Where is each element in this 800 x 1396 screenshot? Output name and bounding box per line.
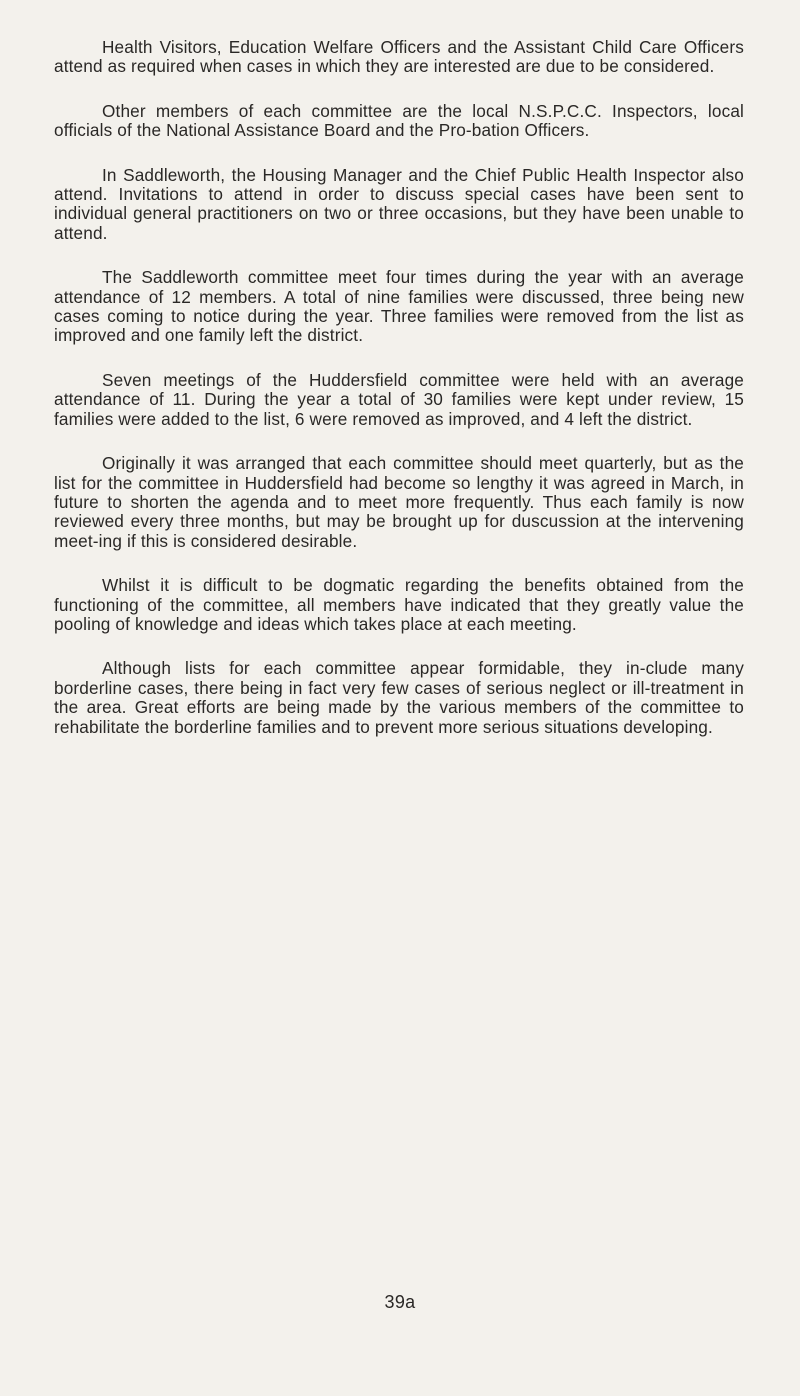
page-number: 39a: [384, 1292, 416, 1312]
paragraph-meeting-frequency: Originally it was arranged that each committee should meet quarterly, but as the list for the committee in Huddersfield had become so lengthy it was agreed in March, in future to shorten the agenda and to meet more frequently. Thus each family is now reviewed every three months, but may be brought up for duscussion at the intervening meet-ing if this is considered desirable.: [54, 453, 744, 551]
paragraph-huddersfield-committee: Seven meetings of the Huddersfield committee were held with an average attendance of 11. During the year a total of 30 families were kept under review, 15 families were added to the list, 6 were removed as improved, and 4 left the district.: [54, 369, 744, 429]
paragraph-saddleworth-attendance: In Saddleworth, the Housing Manager and the Chief Public Health Inspector also attend. Invitations to attend in order to discuss special cases have been sent to individual general practitioners on two or three occasions, but they have been unable to attend.: [54, 164, 744, 243]
paragraph-borderline-cases: Although lists for each committee appear formidable, they in-clude many borderline cases, there being in fact very few cases of serious neglect or ill-treatment in the area. Great efforts are being made by the various members of the committee to rehabilitate the borderline families and to prevent more serious situations developing.: [54, 658, 744, 737]
paragraph-benefits: Whilst it is difficult to be dogmatic regarding the benefits obtained from the functioning of the committee, all members have indicated that they greatly value the pooling of knowledge and ideas which takes place at each meeting.: [54, 575, 744, 634]
paragraph-other-members: Other members of each committee are the local N.S.P.C.C. Inspectors, local officials of the National Assistance Board and the Pro-bation Officers.: [54, 100, 744, 141]
paragraph-attendance-officers: Health Visitors, Education Welfare Officers and the Assistant Child Care Officers attend as required when cases in which they are interested are due to be considered.: [54, 37, 744, 77]
body-text: [54, 38, 744, 762]
paragraph-saddleworth-committee: The Saddleworth committee meet four times during the year with an average attendance of 12 members. A total of nine families were discussed, three being new cases coming to notice during the year. Three families were removed from the list as improved and one family left the district.: [54, 267, 744, 346]
